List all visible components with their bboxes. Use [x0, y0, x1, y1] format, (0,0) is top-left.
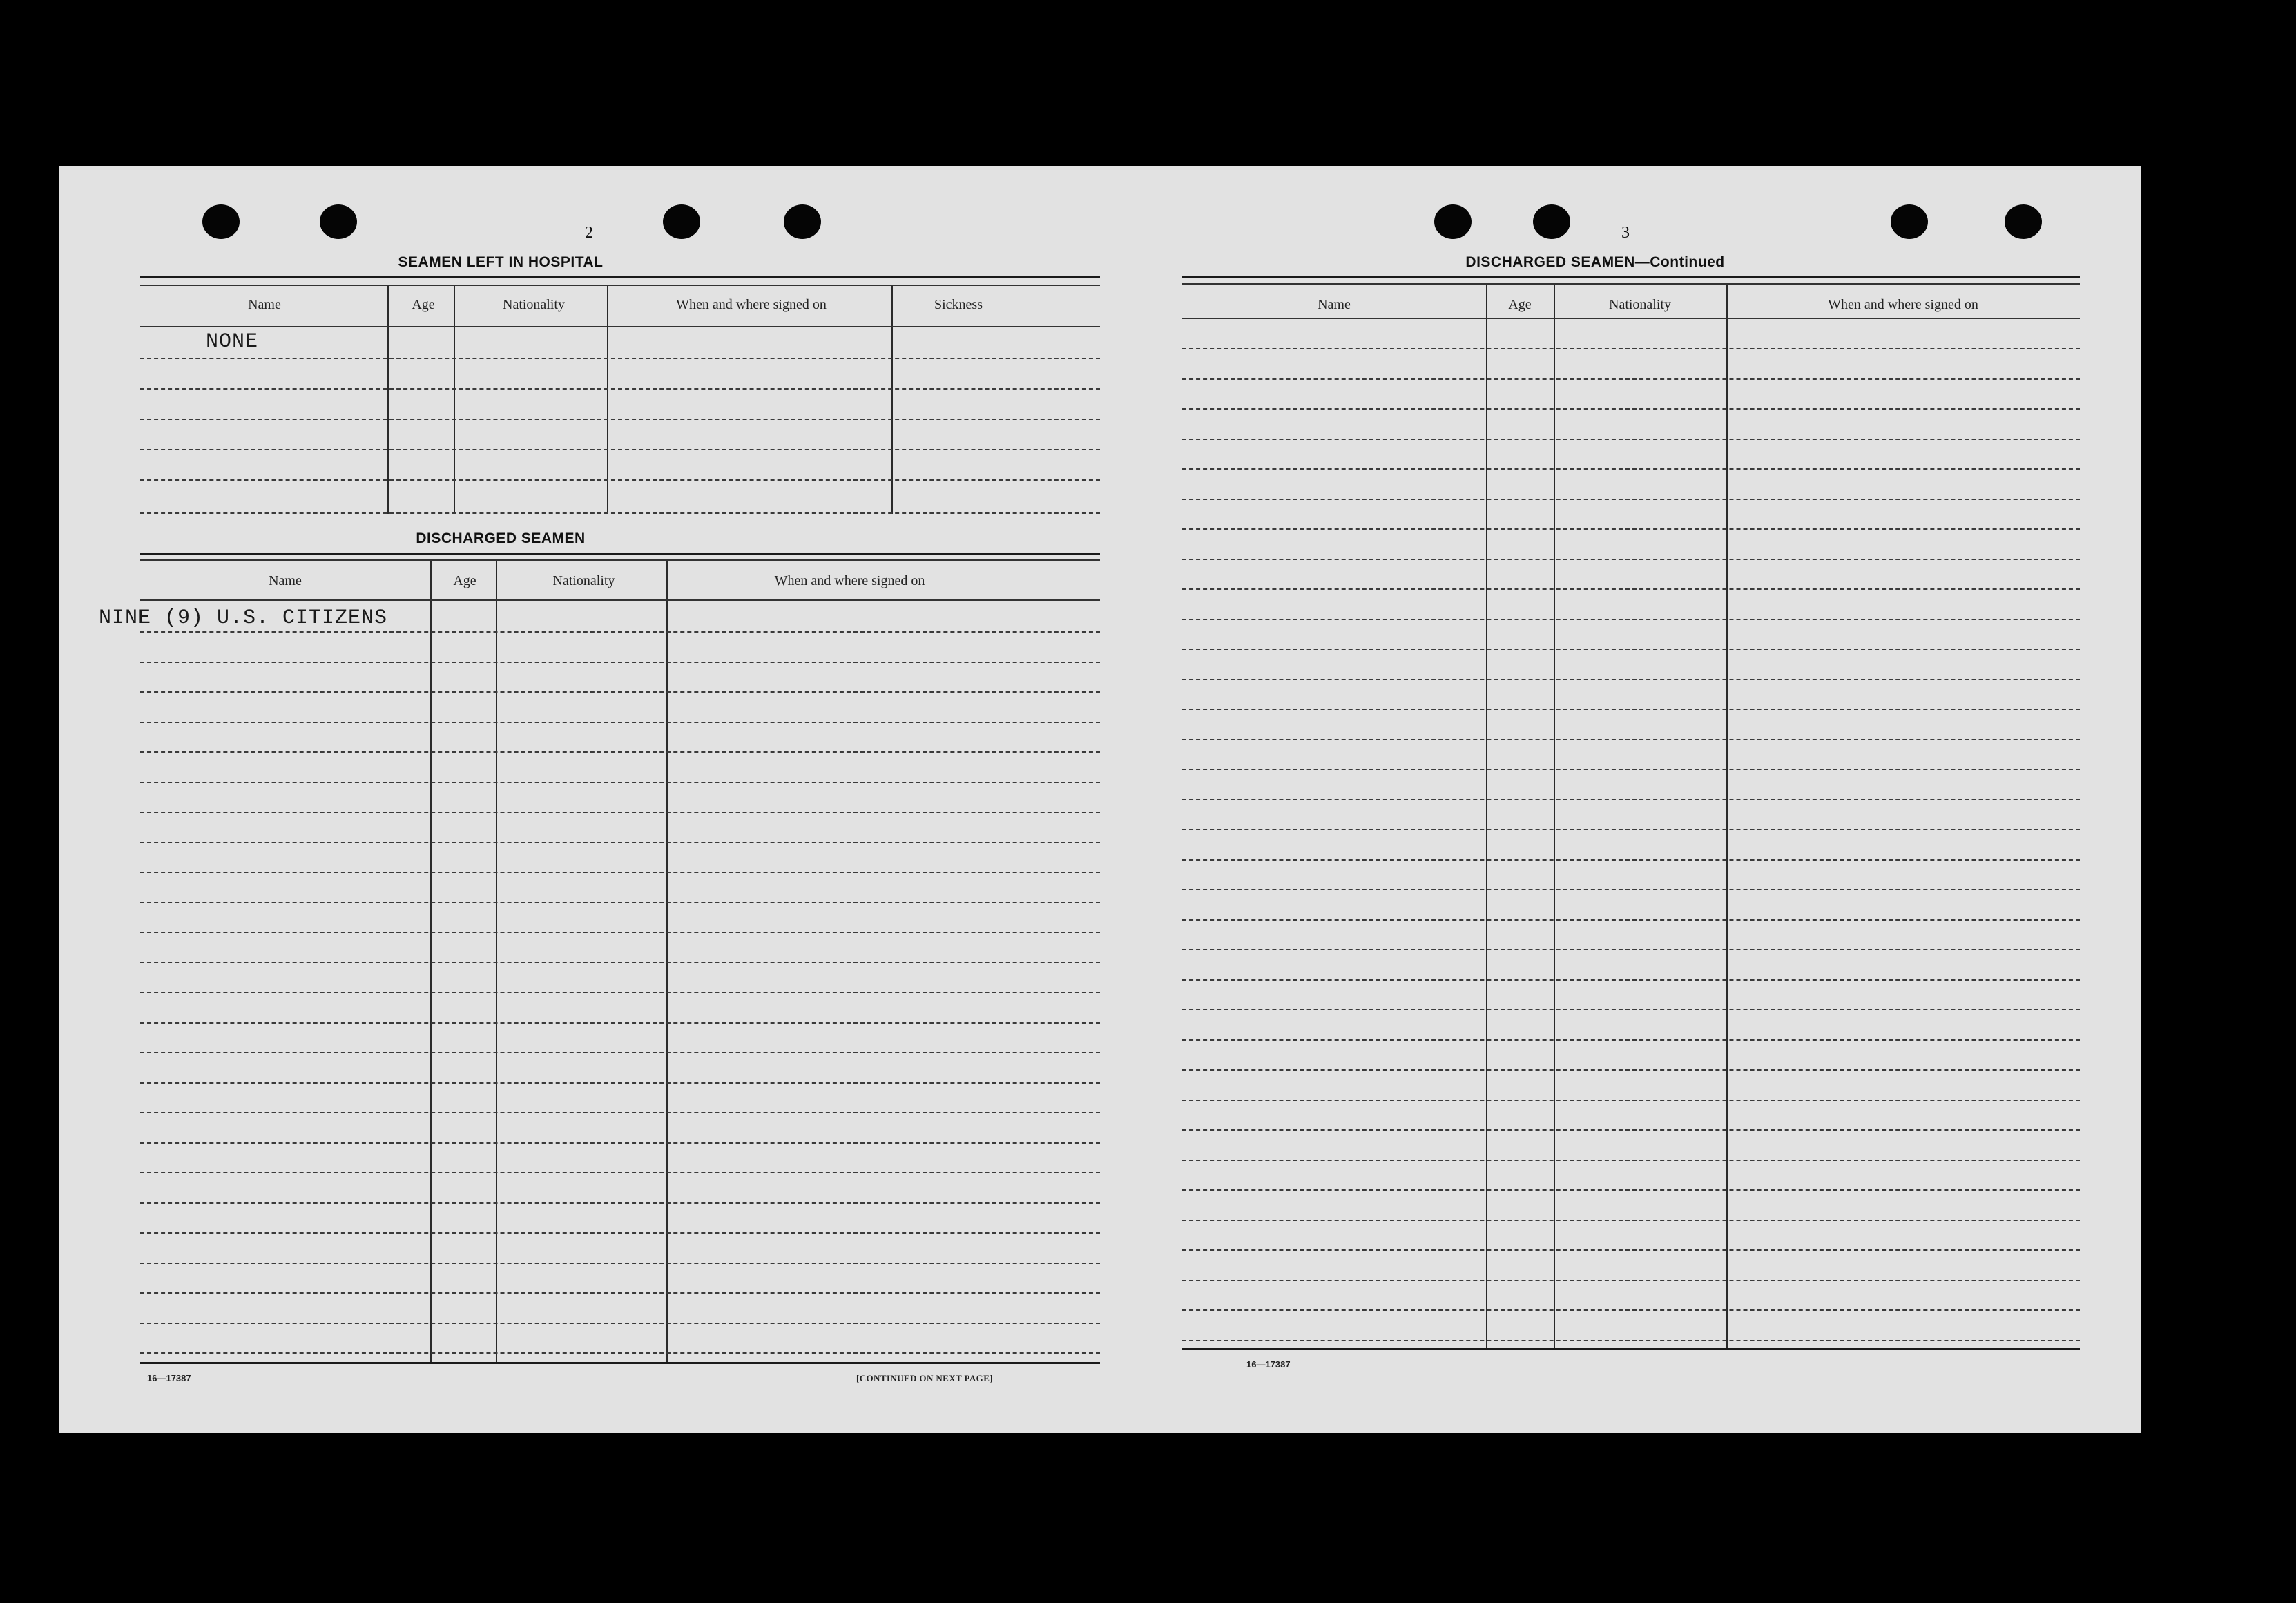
row-line	[1182, 1100, 2080, 1101]
left-page	[59, 166, 1094, 1433]
row-line	[1182, 919, 2080, 921]
row-line	[140, 1172, 1100, 1173]
row-line	[1182, 889, 2080, 890]
row-line	[1182, 1160, 2080, 1161]
row-line	[1182, 1189, 2080, 1191]
right-page	[1094, 166, 2141, 1433]
row-line	[1182, 499, 2080, 500]
row-line	[1182, 949, 2080, 950]
row-line	[1182, 408, 2080, 410]
row-line	[140, 1202, 1100, 1204]
table-rule	[140, 285, 1100, 286]
table-rule-bottom	[1182, 1348, 2080, 1350]
row-line	[140, 842, 1100, 843]
row-line	[1182, 1039, 2080, 1041]
punch-hole	[320, 204, 357, 239]
table-rule-top	[140, 553, 1100, 555]
form-number: 16—17387	[1246, 1359, 1291, 1370]
row-line	[1182, 979, 2080, 981]
row-line	[1182, 1069, 2080, 1071]
discharged-continued-table	[1182, 276, 2080, 1409]
punch-hole	[202, 204, 240, 239]
punch-hole	[1434, 204, 1472, 239]
row-line	[140, 1323, 1100, 1324]
row-line	[140, 1142, 1100, 1144]
page-number: 2	[585, 224, 593, 242]
row-line	[1182, 679, 2080, 680]
paper-sheet	[59, 166, 2141, 1433]
row-line	[1182, 1249, 2080, 1251]
row-line	[140, 1112, 1100, 1113]
row-line	[140, 722, 1100, 723]
header-rule	[140, 599, 1100, 601]
row-line	[140, 358, 1100, 359]
column-header-nationality: Nationality	[1609, 297, 1671, 312]
column-header-age: Age	[1508, 297, 1532, 312]
row-line	[140, 992, 1100, 993]
row-line	[1182, 799, 2080, 800]
row-line	[140, 1263, 1100, 1264]
row-line	[1182, 619, 2080, 620]
row-line	[140, 512, 1100, 514]
row-line	[1182, 859, 2080, 861]
row-line	[1182, 769, 2080, 770]
header-rule	[140, 326, 1100, 327]
table-rule-top	[1182, 276, 2080, 278]
column-divider	[1486, 285, 1487, 1348]
row-line	[140, 1082, 1100, 1084]
column-header-signed-on: When and where signed on	[1828, 297, 1978, 312]
table-rule	[140, 559, 1100, 561]
row-line	[140, 388, 1100, 390]
discharged-entry: NINE (9) U.S. CITIZENS	[99, 606, 388, 630]
discharged-table	[99, 553, 1100, 1409]
column-header-nationality: Nationality	[552, 573, 615, 588]
punch-hole	[784, 204, 821, 239]
row-line	[140, 662, 1100, 663]
row-line	[1182, 378, 2080, 380]
row-line	[140, 932, 1100, 933]
row-line	[1182, 649, 2080, 650]
header-rule	[1182, 318, 2080, 319]
row-line	[1182, 1280, 2080, 1281]
row-line	[1182, 739, 2080, 740]
continued-note: [CONTINUED ON NEXT PAGE]	[856, 1373, 993, 1383]
row-line	[140, 1292, 1100, 1294]
row-line	[1182, 468, 2080, 470]
row-line	[140, 812, 1100, 813]
discharged-section-title: DISCHARGED SEAMEN	[416, 530, 586, 546]
column-divider	[1726, 285, 1728, 1348]
row-line	[140, 419, 1100, 420]
column-divider	[1554, 285, 1555, 1348]
row-line	[140, 782, 1100, 783]
row-line	[140, 631, 1100, 633]
row-line	[1182, 1129, 2080, 1131]
row-line	[140, 691, 1100, 693]
row-line	[1182, 348, 2080, 349]
column-header-signed-on: When and where signed on	[676, 297, 827, 312]
row-line	[1182, 439, 2080, 440]
column-header-nationality: Nationality	[503, 297, 565, 312]
column-header-sickness: Sickness	[934, 297, 983, 312]
row-line	[1182, 528, 2080, 530]
row-line	[140, 1052, 1100, 1053]
row-line	[140, 1352, 1100, 1354]
column-header-name: Name	[269, 573, 302, 588]
row-line	[140, 872, 1100, 873]
column-header-age: Age	[453, 573, 476, 588]
table-rule	[1182, 283, 2080, 285]
punch-hole	[663, 204, 700, 239]
page-number: 3	[1621, 224, 1630, 242]
row-line	[1182, 1009, 2080, 1010]
punch-hole	[1533, 204, 1570, 239]
row-line	[140, 449, 1100, 450]
row-line	[140, 962, 1100, 963]
row-line	[1182, 1220, 2080, 1221]
row-line	[140, 1232, 1100, 1234]
column-header-name: Name	[1318, 297, 1351, 312]
discharged-continued-title: DISCHARGED SEAMEN—Continued	[1465, 254, 1725, 270]
row-line	[1182, 559, 2080, 560]
row-line	[140, 479, 1100, 481]
form-number: 16—17387	[147, 1373, 191, 1383]
hospital-entry: NONE	[206, 330, 259, 354]
column-header-signed-on: When and where signed on	[774, 573, 925, 588]
column-header-name: Name	[248, 297, 281, 312]
row-line	[1182, 1340, 2080, 1341]
row-line	[140, 751, 1100, 753]
hospital-section-title: SEAMEN LEFT IN HOSPITAL	[398, 254, 604, 270]
punch-hole	[2005, 204, 2042, 239]
row-line	[140, 902, 1100, 903]
row-line	[1182, 1309, 2080, 1311]
row-line	[1182, 829, 2080, 830]
row-line	[140, 1022, 1100, 1024]
column-header-age: Age	[412, 297, 435, 312]
punch-hole	[1891, 204, 1928, 239]
row-line	[1182, 588, 2080, 590]
table-rule-bottom	[140, 1362, 1100, 1364]
table-rule-top	[140, 276, 1100, 278]
row-line	[1182, 709, 2080, 710]
